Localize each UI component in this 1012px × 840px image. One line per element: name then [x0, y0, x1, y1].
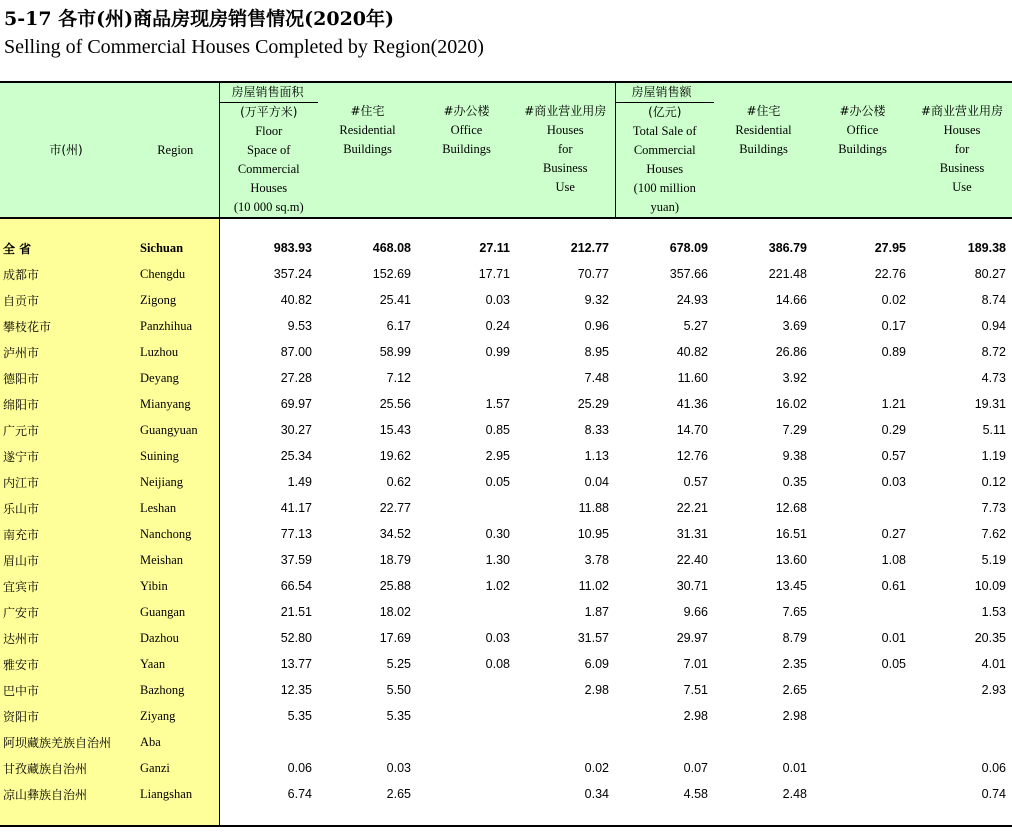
cell-area-office [417, 781, 516, 826]
cell-area-residential: 0.03 [386, 761, 411, 775]
table-row [0, 703, 1012, 729]
cell-sale-business: 189.38 [967, 241, 1006, 255]
cell-area-office: 0.99 [485, 345, 510, 359]
cell-area-business [516, 703, 615, 729]
table-row [0, 417, 1012, 443]
region-name-en: Neijiang [132, 469, 219, 495]
cell-total-sale: 4.58 [615, 781, 714, 826]
region-name-en: Luzhou [132, 339, 219, 365]
region-name-en: Deyang [132, 365, 219, 391]
region-name-en: Ziyang [132, 703, 219, 729]
cell-sale-office [813, 365, 912, 391]
cell-sale-business [912, 703, 1012, 729]
cell-total-sale: 7.51 [683, 683, 708, 697]
table-row [0, 599, 1012, 625]
cell-area-residential: 5.50 [386, 683, 411, 697]
cell-area-residential: 15.43 [379, 423, 411, 437]
region-name-en: Suining [132, 443, 219, 469]
header-row [0, 82, 1012, 218]
cell-area-business: 0.04 [584, 475, 609, 489]
cell-floor-space: 40.82 [280, 293, 312, 307]
table-row [0, 313, 1012, 339]
cell-floor-space: 9.53 [287, 319, 312, 333]
cell-sale-business: 8.74 [981, 293, 1006, 307]
cell-total-sale: 14.70 [676, 423, 708, 437]
cell-area-business: 11.88 [578, 501, 609, 515]
cell-area-office: 1.02 [485, 579, 510, 593]
region-name-en: Dazhou [132, 625, 219, 651]
cell-area-business: 25.29 [577, 397, 609, 411]
city-name-cn: 南充市 [0, 521, 132, 547]
city-name-cn: 内江市 [0, 469, 132, 495]
cell-area-office: 1.57 [485, 397, 510, 411]
table-row [0, 547, 1012, 573]
cell-floor-space: 69.97 [280, 397, 312, 411]
header-area-office: #办公楼 Office Buildings [417, 82, 516, 218]
header-sale-residential: #住宅 Residential Buildings [714, 82, 813, 218]
table-row [0, 365, 1012, 391]
cell-sale-business: 4.73 [981, 371, 1006, 385]
cell-sale-office: 0.57 [881, 449, 906, 463]
city-name-cn: 资阳市 [0, 703, 132, 729]
table-row [0, 339, 1012, 365]
cell-floor-space [219, 729, 318, 755]
cell-total-sale: 31.31 [676, 527, 708, 541]
cell-sale-residential: 7.65 [782, 605, 807, 619]
cell-sale-business: 7.62 [981, 527, 1006, 541]
cell-sale-office [813, 495, 912, 521]
cell-total-sale: 12.76 [676, 449, 708, 463]
region-name-en: Guangyuan [132, 417, 219, 443]
table-row [0, 625, 1012, 651]
cell-area-residential: 58.99 [379, 345, 411, 359]
sales-table [0, 81, 1012, 827]
cell-sale-residential [714, 729, 813, 755]
cell-total-sale [615, 729, 714, 755]
cell-sale-business: 5.11 [982, 423, 1006, 437]
cell-total-sale: 22.40 [676, 553, 708, 567]
cell-area-residential: 18.02 [379, 605, 411, 619]
cell-sale-residential: 2.98 [782, 709, 807, 723]
cell-area-residential: 25.41 [379, 293, 411, 307]
cell-area-office [417, 365, 516, 391]
cell-sale-business: 80.27 [974, 267, 1006, 281]
cell-sale-office: 0.01 [881, 631, 906, 645]
cell-sale-office [813, 677, 912, 703]
table-row [0, 677, 1012, 703]
cell-sale-residential: 26.86 [775, 345, 807, 359]
cell-area-residential: 152.69 [372, 267, 411, 281]
cell-sale-office: 0.03 [881, 475, 906, 489]
header-area-residential: #住宅 Residential Buildings [318, 82, 417, 218]
cell-sale-residential: 0.35 [782, 475, 807, 489]
city-name-cn: 阿坝藏族羌族自治州 [0, 729, 132, 755]
cell-sale-business: 8.72 [981, 345, 1006, 359]
cell-area-office [417, 677, 516, 703]
cell-sale-residential: 16.02 [775, 397, 807, 411]
cell-sale-residential: 7.29 [782, 423, 807, 437]
cell-sale-residential: 13.60 [775, 553, 807, 567]
cell-area-business: 1.13 [584, 449, 609, 463]
cell-area-office: 2.95 [485, 449, 510, 463]
cell-area-business: 6.09 [584, 657, 609, 671]
cell-area-residential: 17.69 [379, 631, 411, 645]
region-name-en: Liangshan [132, 781, 219, 826]
cell-sale-business: 0.12 [981, 475, 1006, 489]
cell-area-residential: 19.62 [379, 449, 411, 463]
city-name-cn: 凉山彝族自治州 [0, 781, 132, 826]
cell-sale-office [813, 781, 912, 826]
cell-sale-office: 0.02 [881, 293, 906, 307]
cell-total-sale: 24.93 [676, 293, 708, 307]
cell-floor-space: 5.35 [287, 709, 312, 723]
table-row [0, 443, 1012, 469]
cell-total-sale: 357.66 [669, 267, 708, 281]
cell-total-sale: 22.21 [676, 501, 708, 515]
cell-area-office: 0.03 [485, 293, 510, 307]
cell-area-business: 0.34 [516, 781, 615, 826]
cell-sale-residential: 386.79 [768, 241, 807, 255]
cell-sale-office: 0.05 [881, 657, 906, 671]
city-name-cn: 遂宁市 [0, 443, 132, 469]
cell-sale-business: 4.01 [981, 657, 1006, 671]
cell-floor-space: 77.13 [280, 527, 312, 541]
cell-sale-business: 0.94 [981, 319, 1006, 333]
cell-floor-space: 983.93 [273, 241, 312, 255]
region-name-en: Ganzi [132, 755, 219, 781]
cell-sale-residential: 2.65 [782, 683, 807, 697]
table-row [0, 261, 1012, 287]
cell-floor-space: 66.54 [280, 579, 312, 593]
cell-sale-business: 10.09 [974, 579, 1006, 593]
cell-sale-residential: 2.35 [782, 657, 807, 671]
city-name-cn: 泸州市 [0, 339, 132, 365]
cell-sale-office [813, 599, 912, 625]
region-name-en: Yaan [132, 651, 219, 677]
cell-sale-residential: 14.66 [775, 293, 807, 307]
city-name-cn: 巴中市 [0, 677, 132, 703]
cell-area-residential: 5.35 [386, 709, 411, 723]
cell-total-sale: 0.57 [683, 475, 708, 489]
cell-area-business: 212.77 [570, 241, 609, 255]
cell-floor-space: 6.74 [219, 781, 318, 826]
cell-total-sale: 9.66 [683, 605, 708, 619]
city-name-cn: 自贡市 [0, 287, 132, 313]
cell-floor-space: 87.00 [280, 345, 312, 359]
header-city: 市(州) [0, 82, 132, 218]
region-name-en: Nanchong [132, 521, 219, 547]
cell-sale-residential: 13.45 [775, 579, 807, 593]
city-name-cn: 乐山市 [0, 495, 132, 521]
cell-total-sale: 29.97 [676, 631, 708, 645]
cell-area-business: 70.77 [577, 267, 609, 281]
cell-area-business: 9.32 [584, 293, 609, 307]
cell-area-residential: 5.25 [386, 657, 411, 671]
cell-sale-residential: 16.51 [775, 527, 807, 541]
header-area-group: 房屋销售面积 [220, 83, 319, 103]
cell-sale-business: 1.53 [981, 605, 1006, 619]
cell-area-residential: 2.65 [318, 781, 417, 826]
cell-sale-business: 0.74 [912, 781, 1012, 826]
city-name-cn: 宜宾市 [0, 573, 132, 599]
cell-area-business: 10.95 [577, 527, 609, 541]
cell-sale-office [813, 729, 912, 755]
region-name-en: Meishan [132, 547, 219, 573]
table-row [0, 287, 1012, 313]
cell-area-business: 2.98 [584, 683, 609, 697]
cell-sale-office: 0.29 [881, 423, 906, 437]
cell-area-office [417, 703, 516, 729]
region-name-en: Yibin [132, 573, 219, 599]
region-name-en: Bazhong [132, 677, 219, 703]
cell-area-residential: 0.62 [386, 475, 411, 489]
table-row [0, 391, 1012, 417]
city-name-cn: 甘孜藏族自治州 [0, 755, 132, 781]
cell-area-residential [318, 729, 417, 755]
city-name-cn: 全 省 [0, 218, 132, 261]
cell-floor-space: 30.27 [280, 423, 312, 437]
cell-sale-residential: 0.01 [782, 761, 807, 775]
cell-floor-space: 52.80 [280, 631, 312, 645]
cell-floor-space: 27.28 [280, 371, 312, 385]
cell-sale-business: 20.35 [974, 631, 1006, 645]
cell-total-sale: 5.27 [683, 319, 708, 333]
cell-sale-office [813, 755, 912, 781]
cell-sale-office [813, 703, 912, 729]
cell-total-sale: 0.07 [683, 761, 708, 775]
cell-sale-office: 27.95 [874, 241, 906, 255]
cell-area-business: 3.78 [584, 553, 609, 567]
cell-total-sale: 40.82 [676, 345, 708, 359]
cell-floor-space: 21.51 [280, 605, 312, 619]
city-name-cn: 德阳市 [0, 365, 132, 391]
cell-sale-residential: 3.69 [782, 319, 807, 333]
cell-floor-space: 12.35 [280, 683, 312, 697]
table-row [0, 755, 1012, 781]
city-name-cn: 攀枝花市 [0, 313, 132, 339]
cell-area-business: 8.95 [584, 345, 609, 359]
city-name-cn: 广元市 [0, 417, 132, 443]
table-title-cn: 5-17 各市(州)商品房现房销售情况(2020年) [4, 8, 395, 30]
cell-sale-business: 5.19 [981, 553, 1006, 567]
cell-floor-space: 1.49 [287, 475, 312, 489]
cell-area-office [417, 729, 516, 755]
table-row [0, 573, 1012, 599]
cell-area-business: 8.33 [584, 423, 609, 437]
cell-sale-residential: 3.92 [782, 371, 807, 385]
cell-floor-space: 37.59 [280, 553, 312, 567]
cell-area-residential: 22.77 [379, 501, 411, 515]
table-row [0, 495, 1012, 521]
cell-total-sale: 30.71 [676, 579, 708, 593]
cell-area-office: 17.71 [478, 267, 510, 281]
header-floor-space: 房屋销售面积 (万平方米) Floor Space of Commercial Houses (10 000 sq.m) [219, 82, 318, 218]
cell-total-sale: 11.60 [677, 371, 708, 385]
cell-area-office [417, 755, 516, 781]
cell-area-office: 27.11 [479, 241, 510, 255]
cell-sale-office: 1.08 [881, 553, 906, 567]
cell-sale-office: 22.76 [874, 267, 906, 281]
region-name-en: Zigong [132, 287, 219, 313]
cell-area-office: 0.08 [485, 657, 510, 671]
table-title-en: Selling of Commercial Houses Completed by Region(2020) [4, 36, 484, 58]
cell-sale-residential: 8.79 [782, 631, 807, 645]
cell-sale-residential: 12.68 [775, 501, 807, 515]
cell-area-residential: 34.52 [379, 527, 411, 541]
city-name-cn: 绵阳市 [0, 391, 132, 417]
cell-sale-office: 1.21 [881, 397, 906, 411]
table-row [0, 469, 1012, 495]
city-name-cn: 成都市 [0, 261, 132, 287]
cell-area-office: 0.05 [485, 475, 510, 489]
city-name-cn: 雅安市 [0, 651, 132, 677]
cell-area-office: 0.03 [485, 631, 510, 645]
region-name-en: Leshan [132, 495, 219, 521]
cell-sale-business: 19.31 [974, 397, 1006, 411]
cell-area-business: 1.87 [584, 605, 609, 619]
cell-sale-office: 0.61 [881, 579, 906, 593]
table-body [0, 218, 1012, 826]
city-name-cn: 广安市 [0, 599, 132, 625]
cell-area-office [417, 599, 516, 625]
cell-sale-office: 0.17 [881, 319, 906, 333]
cell-area-business: 31.57 [577, 631, 609, 645]
cell-sale-business: 2.93 [981, 683, 1006, 697]
cell-floor-space: 25.34 [280, 449, 312, 463]
table-row [0, 521, 1012, 547]
cell-sale-business [912, 729, 1012, 755]
region-name-en: Panzhihua [132, 313, 219, 339]
cell-area-business: 7.48 [584, 371, 609, 385]
region-name-en: Sichuan [132, 218, 219, 261]
cell-floor-space: 0.06 [287, 761, 312, 775]
cell-area-office: 1.30 [485, 553, 510, 567]
cell-total-sale: 7.01 [683, 657, 708, 671]
table-row [0, 651, 1012, 677]
cell-sale-business: 7.73 [981, 501, 1006, 515]
cell-sale-office: 0.27 [881, 527, 906, 541]
cell-floor-space: 13.77 [280, 657, 312, 671]
table-row [0, 781, 1012, 826]
region-name-en: Guangan [132, 599, 219, 625]
header-total-sale: 房屋销售额 (亿元) Total Sale of Commercial Houses (100 million yuan) [615, 82, 714, 218]
header-sales-group: 房屋销售额 [616, 83, 715, 103]
cell-total-sale: 2.98 [683, 709, 708, 723]
cell-sale-residential: 2.48 [714, 781, 813, 826]
cell-area-business [516, 729, 615, 755]
cell-area-residential: 25.88 [379, 579, 411, 593]
header-area-business: #商业营业用房 Houses for Business Use [516, 82, 615, 218]
city-name-cn: 达州市 [0, 625, 132, 651]
cell-area-office: 0.30 [485, 527, 510, 541]
cell-area-residential: 6.17 [386, 319, 411, 333]
cell-area-residential: 468.08 [372, 241, 411, 255]
table-row [0, 729, 1012, 755]
cell-sale-residential: 9.38 [782, 449, 807, 463]
cell-area-residential: 18.79 [379, 553, 411, 567]
cell-area-office: 0.85 [485, 423, 510, 437]
header-sale-office: #办公楼 Office Buildings [813, 82, 912, 218]
cell-total-sale: 41.36 [676, 397, 708, 411]
header-region: Region [132, 82, 219, 218]
cell-area-residential: 7.12 [386, 371, 411, 385]
cell-total-sale: 678.09 [669, 241, 708, 255]
cell-area-business: 0.02 [584, 761, 609, 775]
cell-sale-business: 0.06 [981, 761, 1006, 775]
cell-area-residential: 25.56 [379, 397, 411, 411]
cell-sale-business: 1.19 [981, 449, 1006, 463]
total-row [0, 218, 1012, 261]
cell-area-office [417, 495, 516, 521]
header-sale-business: #商业营业用房 Houses for Business Use [912, 82, 1012, 218]
cell-area-office: 0.24 [485, 319, 510, 333]
cell-sale-office: 0.89 [881, 345, 906, 359]
region-name-en: Chengdu [132, 261, 219, 287]
cell-floor-space: 357.24 [273, 267, 312, 281]
city-name-cn: 眉山市 [0, 547, 132, 573]
region-name-en: Mianyang [132, 391, 219, 417]
cell-sale-residential: 221.48 [768, 267, 807, 281]
region-name-en: Aba [132, 729, 219, 755]
cell-area-business: 0.96 [584, 319, 609, 333]
cell-floor-space: 41.17 [280, 501, 312, 515]
cell-area-business: 11.02 [578, 579, 609, 593]
